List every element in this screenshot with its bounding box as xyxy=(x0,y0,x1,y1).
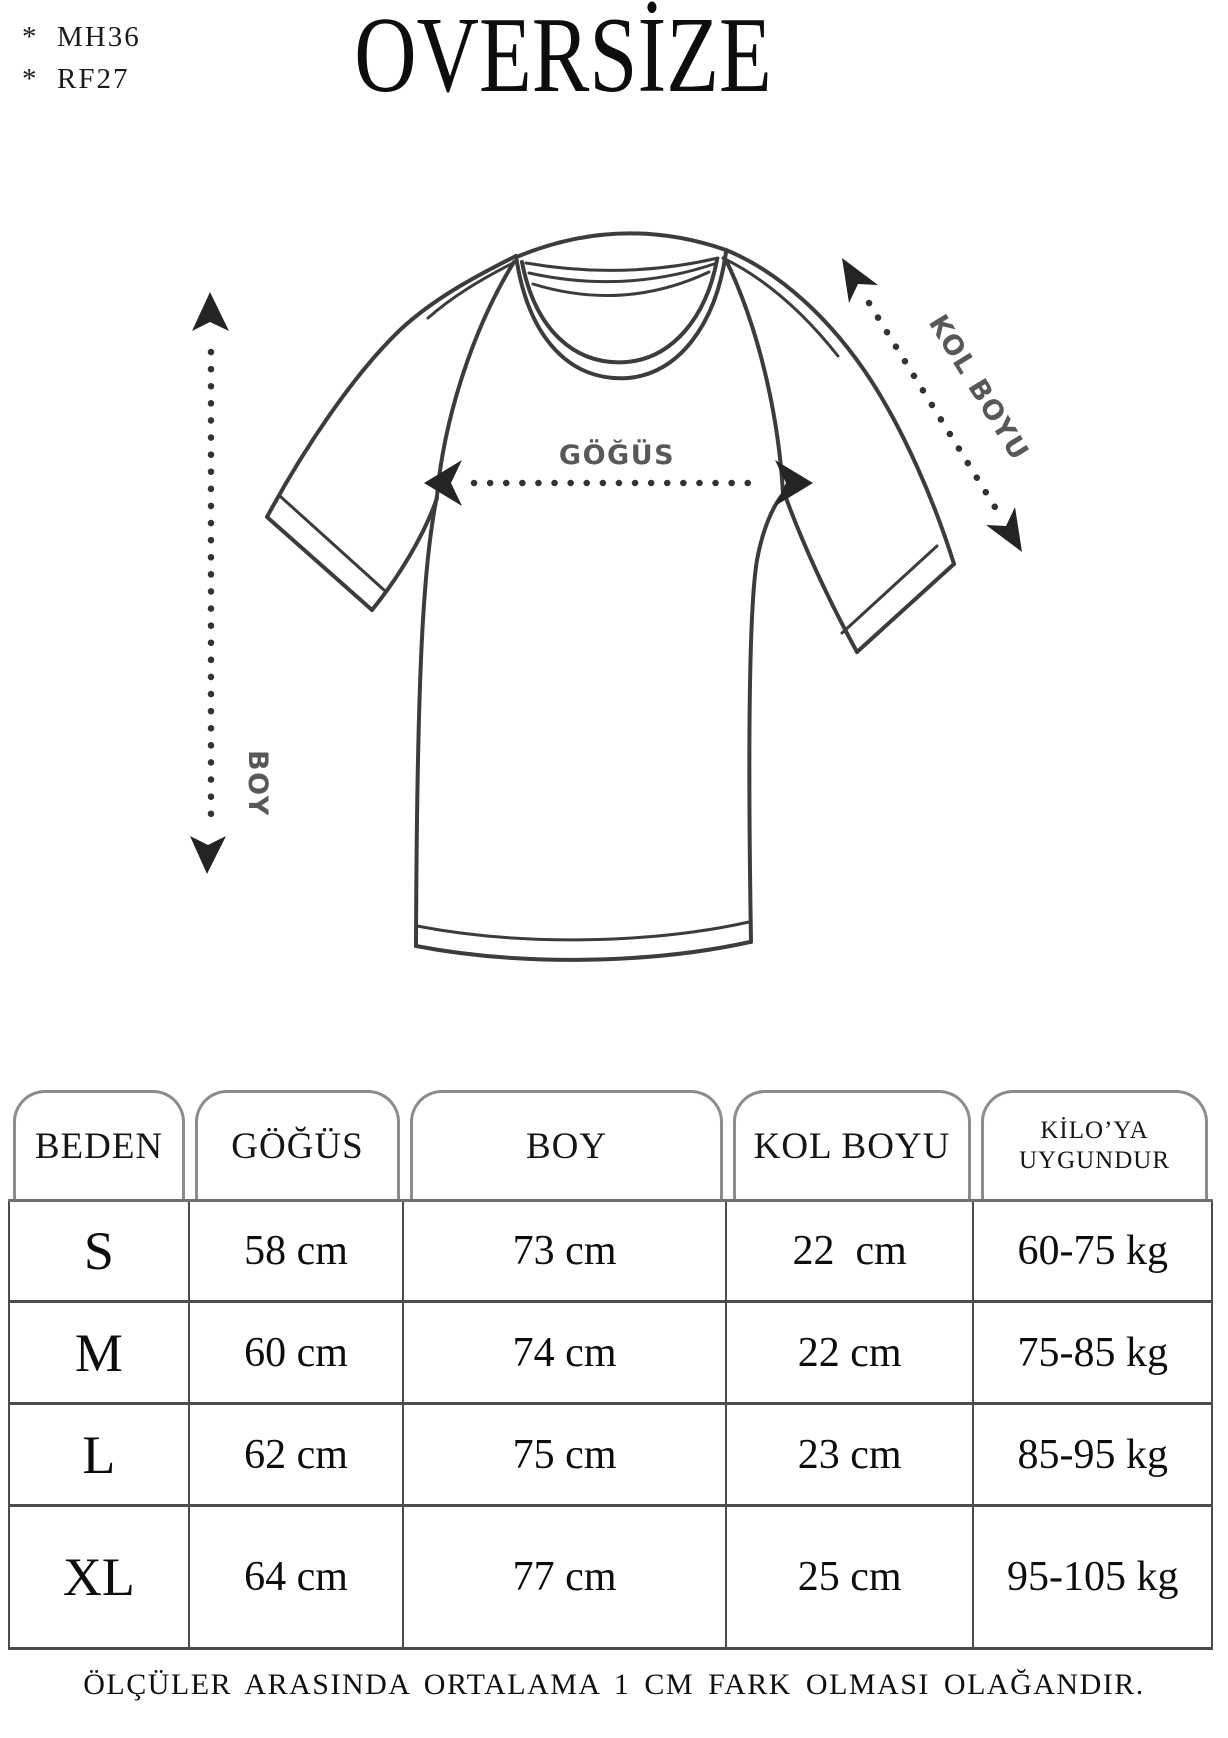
cell-chest: 64 cm xyxy=(190,1507,405,1647)
length-arrow xyxy=(190,292,273,874)
length-label: BOY xyxy=(242,750,273,817)
product-code-line: * MH36 xyxy=(22,21,141,53)
left-sleeve xyxy=(267,256,516,610)
cell-weight: 85-95 kg xyxy=(1017,1431,1168,1478)
cell-size: M xyxy=(10,1303,190,1402)
table-row-m xyxy=(10,1303,1211,1405)
page-title: OVERSİZE xyxy=(354,0,772,115)
cell-chest: 60 cm xyxy=(190,1303,405,1402)
title-wrap xyxy=(0,0,1126,115)
arrowhead-upleft-icon xyxy=(842,258,878,303)
header-cell-kol-boyu: KOL BOYU xyxy=(733,1090,971,1199)
tolerance-note: ÖLÇÜLER ARASINDA ORTALAMA 1 CM FARK OLMASI OLAĞANDIR. xyxy=(83,1668,1145,1701)
header-line: UYGUNDUR xyxy=(1018,1147,1171,1174)
cell-length: 77 cm xyxy=(404,1507,726,1647)
shirt-body xyxy=(416,494,783,960)
cell-weight: 75-85 kg xyxy=(1017,1329,1168,1376)
header-cell-beden: BEDEN xyxy=(13,1090,185,1199)
cell-weight: 95-105 kg xyxy=(1006,1554,1179,1600)
table-row-l xyxy=(10,1405,1211,1507)
cell-length: 75 cm xyxy=(404,1405,726,1504)
cell-length: 73 cm xyxy=(404,1202,726,1300)
cell-chest: 58 cm xyxy=(190,1202,405,1300)
right-sleeve xyxy=(723,250,954,652)
size-table xyxy=(8,1090,1213,1650)
arrowhead-up-icon xyxy=(192,292,229,331)
cell-sleeve: 23 cm xyxy=(727,1405,975,1504)
header-cell-gogus: GÖĞÜS xyxy=(195,1090,400,1199)
table-header-row xyxy=(8,1090,1213,1202)
cell-sleeve: 22 cm xyxy=(727,1202,975,1300)
sleeve-label: KOL BOYU xyxy=(922,309,1035,467)
header-cell-boy: BOY xyxy=(410,1090,723,1199)
table-body xyxy=(8,1202,1213,1650)
cell-size: L xyxy=(10,1405,190,1504)
table-row-xl xyxy=(10,1507,1211,1650)
sleeve-arrow xyxy=(842,258,1035,552)
cell-sleeve: 22 cm xyxy=(727,1303,975,1402)
collar xyxy=(516,233,726,378)
header-line: KİLO’YA xyxy=(1040,1117,1149,1144)
cell-sleeve: 25 cm xyxy=(727,1507,975,1647)
arrowhead-left-icon xyxy=(424,460,462,506)
chest-arrow xyxy=(424,438,813,506)
chest-label: GÖĞÜS xyxy=(558,440,676,471)
cell-size: XL xyxy=(10,1507,190,1647)
cell-size: S xyxy=(10,1202,190,1300)
arrowhead-downright-icon xyxy=(986,507,1022,552)
header-cell-kiloya-uygundur xyxy=(981,1090,1208,1199)
cell-chest: 62 cm xyxy=(190,1405,405,1504)
product-code-line: * RF27 xyxy=(22,63,130,95)
tshirt-measurement-diagram xyxy=(0,180,1228,1000)
table-row-s xyxy=(10,1202,1211,1303)
cell-weight: 60-75 kg xyxy=(1017,1228,1168,1274)
arrowhead-down-icon xyxy=(190,836,226,874)
cell-length: 74 cm xyxy=(404,1303,726,1402)
